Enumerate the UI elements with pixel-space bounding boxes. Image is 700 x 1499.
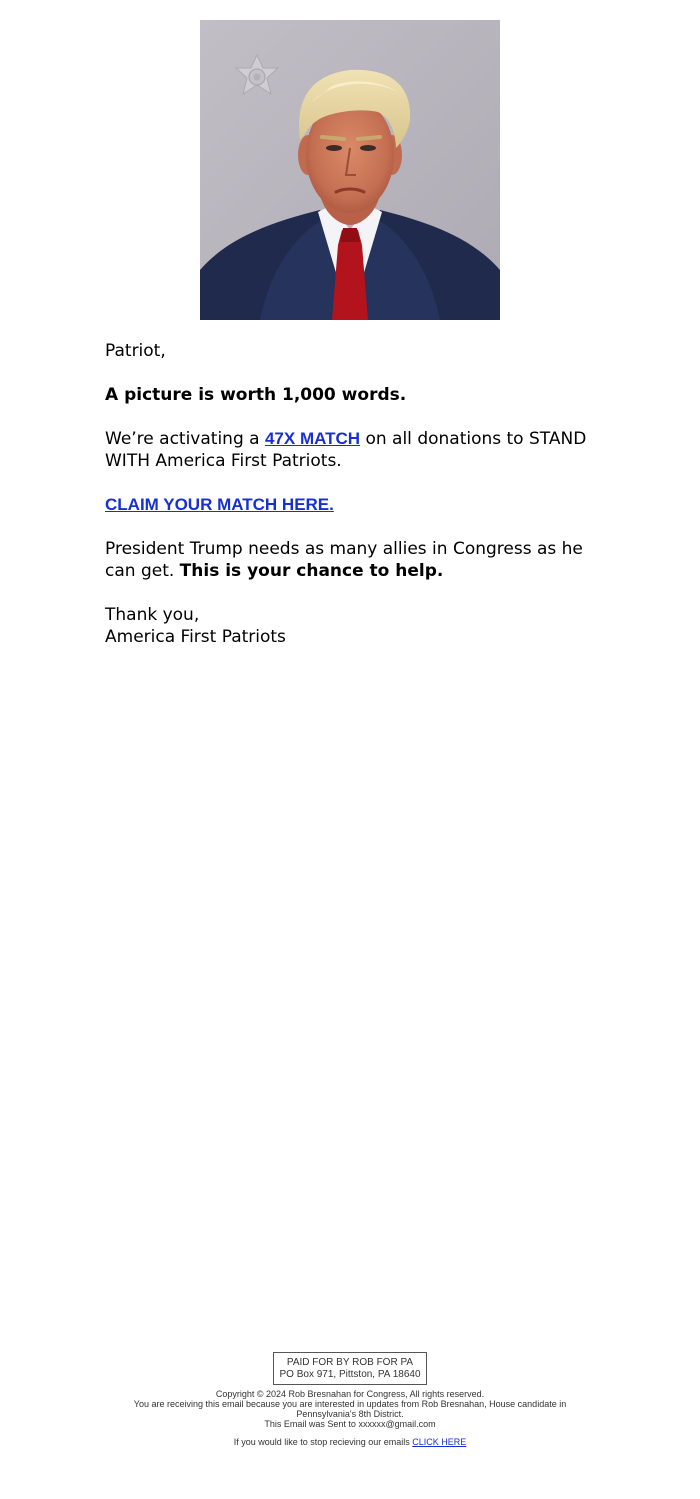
- greeting: Patriot,: [105, 341, 166, 361]
- claim-match-link[interactable]: CLAIM YOUR MATCH HERE.: [105, 495, 334, 514]
- paid-line-2: PO Box 971, Pittston, PA 18640: [279, 1369, 421, 1380]
- copyright: Copyright © 2024 Rob Bresnahan for Congress, All rights reserved.: [215, 1389, 485, 1399]
- email-body: [105, 340, 605, 648]
- unsubscribe-line: [0, 1437, 700, 1447]
- signoff: Thank you,: [105, 605, 200, 625]
- cta-paragraph: [105, 494, 605, 516]
- trump-bold: This is your chance to help.: [179, 561, 444, 581]
- trump-paragraph: [105, 538, 605, 582]
- paid-line-1: PAID FOR BY ROB FOR PA: [286, 1357, 414, 1368]
- legal-text: [130, 1389, 570, 1429]
- match-suffix: on all donations to STAND WITH America First Patriots.: [105, 429, 587, 471]
- reason-text: You are receiving this email because you are interested in updates from Rob Bresnahan, House candidate in Pennsylvania's 8th District.: [133, 1399, 567, 1419]
- trump-text: President Trump needs as many allies in Congress as he can get.: [105, 539, 583, 581]
- unsubscribe-link[interactable]: CLICK HERE: [412, 1437, 467, 1447]
- hero-photo: [200, 20, 500, 320]
- unsub-prefix: If you would like to stop recieving our emails: [233, 1437, 413, 1447]
- sent-to: This Email was Sent to xxxxxx@gmail.com: [264, 1419, 436, 1429]
- match-link[interactable]: 47X MATCH: [264, 429, 361, 448]
- match-paragraph: [105, 428, 605, 472]
- signature: America First Patriots: [105, 627, 286, 647]
- mugshot-image: [200, 20, 500, 320]
- match-prefix: We’re activating a: [105, 429, 265, 449]
- paid-for-box: [273, 1352, 426, 1385]
- email-footer: [0, 1352, 700, 1447]
- headline: A picture is worth 1,000 words.: [105, 385, 407, 405]
